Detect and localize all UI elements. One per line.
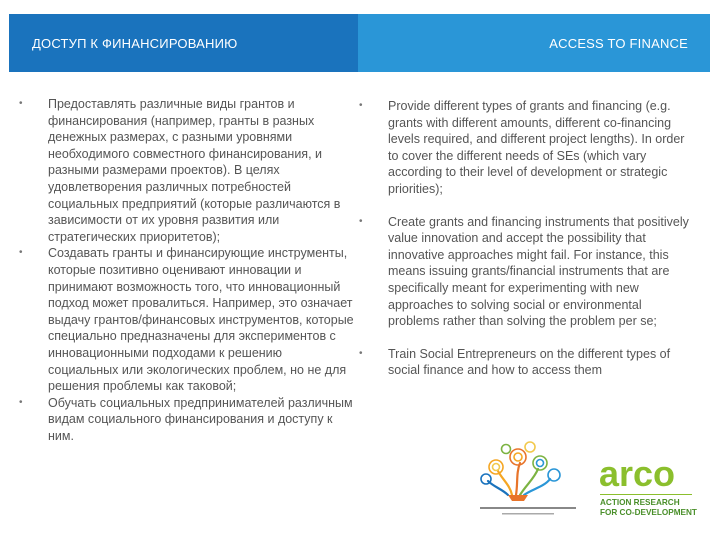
arco-tagline-2: FOR CO-DEVELOPMENT bbox=[600, 508, 697, 517]
list-item-text: Create grants and financing instruments that positively value innovation and accept the possibility that innovative approaches might fail. For instance, this means issuing grants/financial instruments that are specifically meant for experimenting with new approaches to solving social or environmental problems rather than solving the problem per se; bbox=[388, 214, 689, 329]
list-item-text: Обучать социальных предпринимателей различным видам социального финансирования и доступу к ним. bbox=[48, 395, 353, 443]
arco-logo-icon bbox=[597, 452, 697, 522]
arco-wordmark: arco bbox=[599, 453, 676, 494]
bullet: • bbox=[359, 215, 363, 227]
list-item-text: Train Social Entrepreneurs on the different types of social finance and how to access them bbox=[388, 346, 671, 378]
list-item bbox=[19, 96, 354, 245]
bullet: • bbox=[359, 347, 363, 359]
list-item-text: Provide different types of grants and financing (e.g. grants with different amounts, different co-financing levels required, and different project lengths). In order to cover the different needs of SEs (which vary according to their level of development or strategic priorities); bbox=[388, 99, 685, 196]
left-bullet-list bbox=[19, 96, 354, 444]
arco-tagline-1: ACTION RESEARCH bbox=[600, 498, 680, 507]
header-right-bar bbox=[358, 14, 710, 72]
list-item bbox=[19, 245, 354, 394]
bullet: • bbox=[19, 396, 23, 408]
list-item-text: Предоставлять различные виды грантов и финансирования (например, гранты в разных денежных размерах, с разными уровнями необходимого совместного финансирования, и разными размерами проектов). В целях удовлетворения различных потребностей социальных предприятий (которые различаются в зависимости от их уровня развития или стратегических приоритетов); bbox=[48, 97, 341, 244]
header-left-bar bbox=[9, 14, 358, 72]
header-right-title: ACCESS TO FINANCE bbox=[549, 36, 688, 51]
bullet: • bbox=[19, 247, 23, 259]
header-left-title: ДОСТУП К ФИНАНСИРОВАНИЮ bbox=[32, 36, 238, 51]
bullet: • bbox=[19, 98, 23, 109]
list-item bbox=[359, 346, 694, 379]
list-item bbox=[359, 98, 694, 198]
bullet: • bbox=[359, 100, 363, 111]
list-item-text: Создавать гранты и финансирующие инструменты, которые позитивно оценивают инновации и принимают возможность того, что инновационный подход может провалиться. Например, это означает выдачу грантов/финансовых инструментов, которые специально предназначены для экспериментов с инновационными подходами к решению социальных или экологических проблем, но не для решения проблемы как таковой; bbox=[48, 246, 354, 394]
list-item bbox=[359, 214, 694, 330]
right-bullet-list bbox=[359, 98, 694, 395]
list-item bbox=[19, 395, 354, 445]
tree-logo-icon bbox=[472, 435, 584, 523]
